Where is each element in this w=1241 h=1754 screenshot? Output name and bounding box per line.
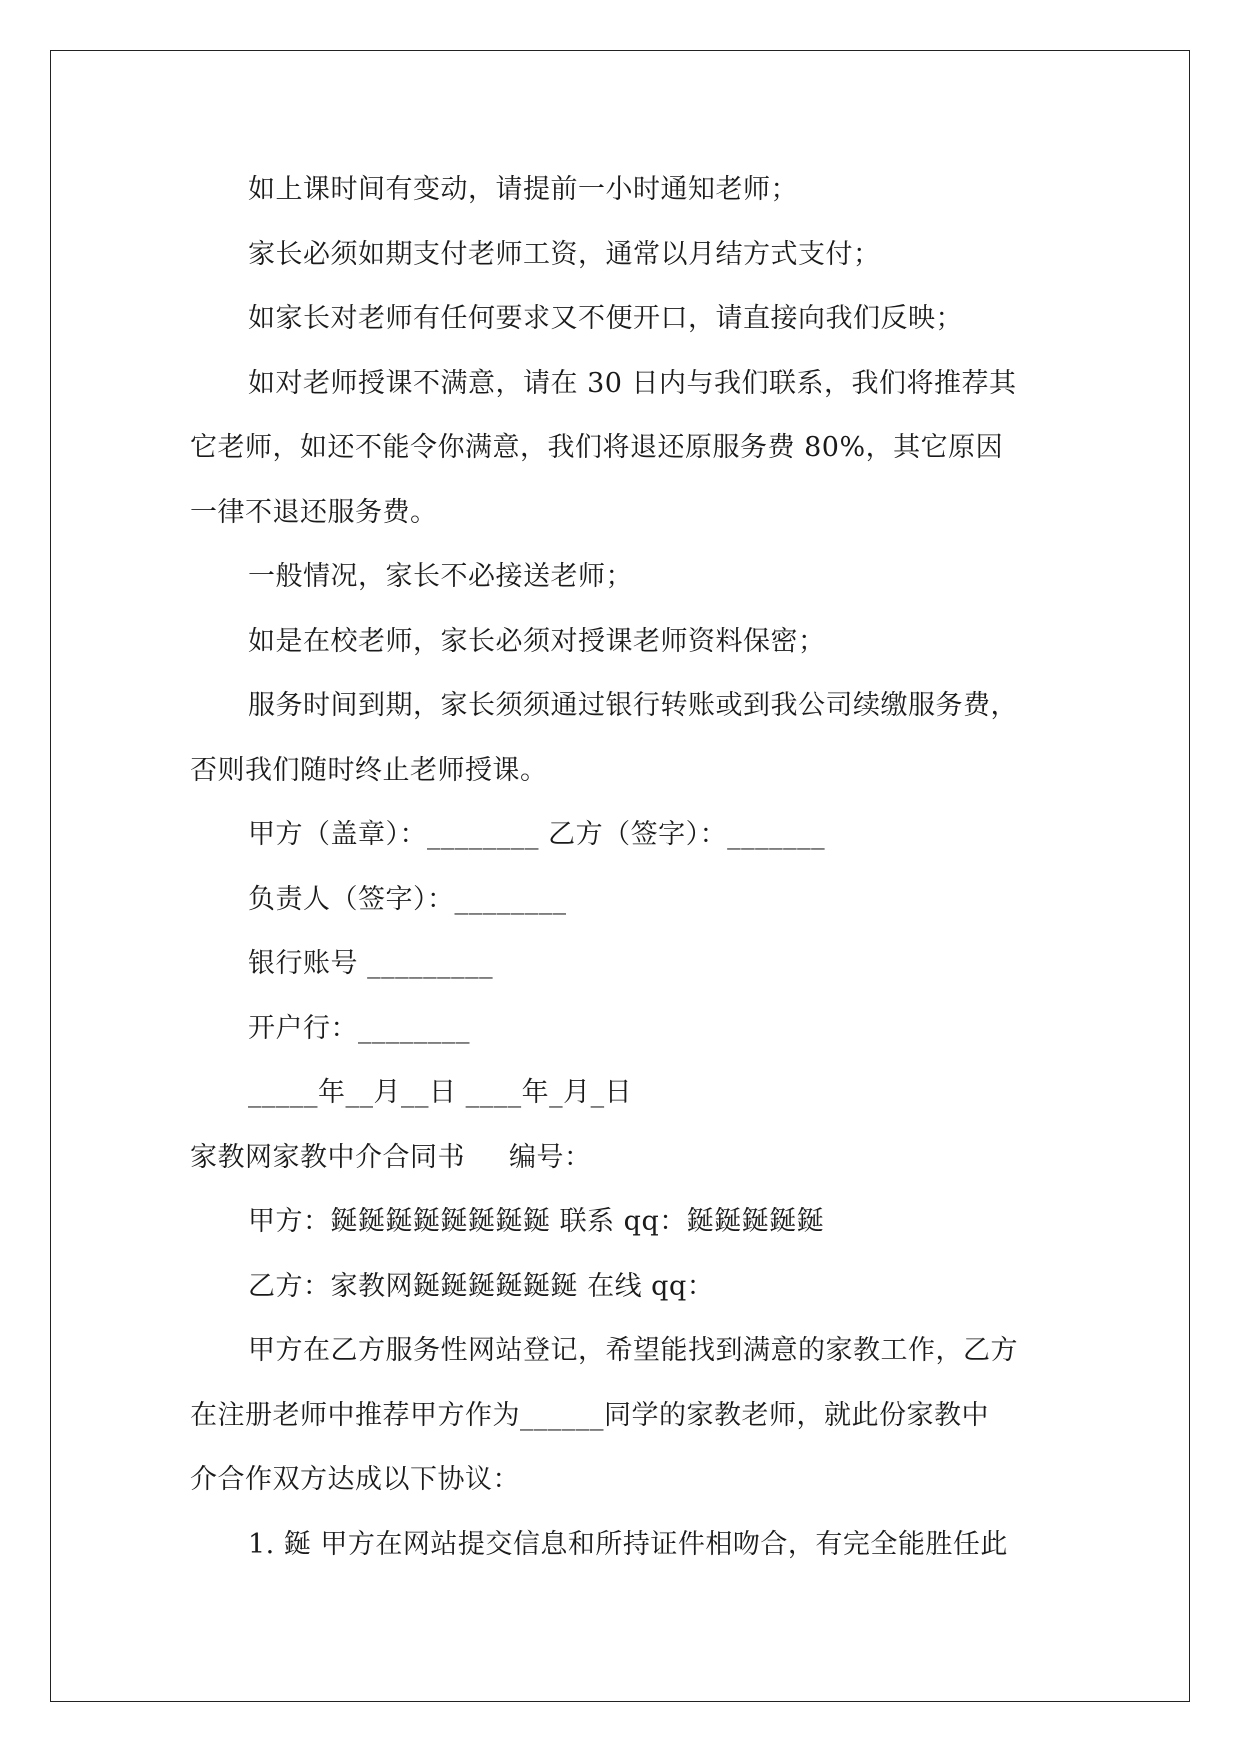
document-body — [190, 158, 1080, 1577]
text-line: 如家长对老师有任何要求又不便开口，请直接向我们反映； — [248, 303, 963, 334]
text-line: 服务时间到期，家长须须通过银行转账或到我公司续缴服务费， — [248, 690, 1018, 721]
signature-line-parties: 甲方（盖章）：________ 乙方（签字）：_______ — [248, 819, 826, 850]
contract-heading — [190, 1126, 1080, 1191]
text-line: 如对老师授课不满意，请在 30 日内与我们联系，我们将推荐其 — [248, 367, 1017, 399]
text-line: 如上课时间有变动，请提前一小时通知老师； — [248, 174, 798, 205]
contract-number-label: 编号： — [509, 1141, 592, 1173]
contract-title: 家教网家教中介合同书 — [190, 1141, 465, 1173]
text-line: 一般情况，家长不必接送老师； — [248, 561, 633, 592]
text-line: 介合作双方达成以下协议： — [190, 1464, 520, 1495]
clause-1-line: 1. 鋋 甲方在网站提交信息和所持证件相吻合，有完全能胜任此 — [248, 1528, 1008, 1560]
text-line: 甲方在乙方服务性网站登记，希望能找到满意的家教工作，乙方 — [248, 1335, 1018, 1366]
text-line: 在注册老师中推荐甲方作为______同学的家教老师，就此份家教中 — [190, 1399, 989, 1431]
party-b-line: 乙方：家教网鋋鋋鋋鋋鋋鋋 在线 qq： — [248, 1270, 715, 1302]
text-line: 它老师，如还不能令你满意，我们将退还原服务费 80%，其它原因 — [190, 432, 1004, 463]
signature-line-responsible: 负责人（签字）：________ — [248, 883, 567, 915]
text-line: 家长必须如期支付老师工资，通常以月结方式支付； — [248, 238, 881, 270]
text-line: 如是在校老师，家长必须对授课老师资料保密； — [248, 625, 826, 657]
text-line: 否则我们随时终止老师授课。 — [190, 754, 548, 786]
party-a-line: 甲方：鋋鋋鋋鋋鋋鋋鋋鋋 联系 qq：鋋鋋鋋鋋鋋 — [248, 1206, 825, 1237]
date-line: _____年__月__日 ____年_月_日 — [248, 1077, 633, 1108]
text-line: 一律不退还服务费。 — [190, 496, 438, 528]
bank-account-line: 银行账号 _________ — [248, 948, 494, 979]
bank-branch-line: 开户行：________ — [248, 1012, 470, 1044]
